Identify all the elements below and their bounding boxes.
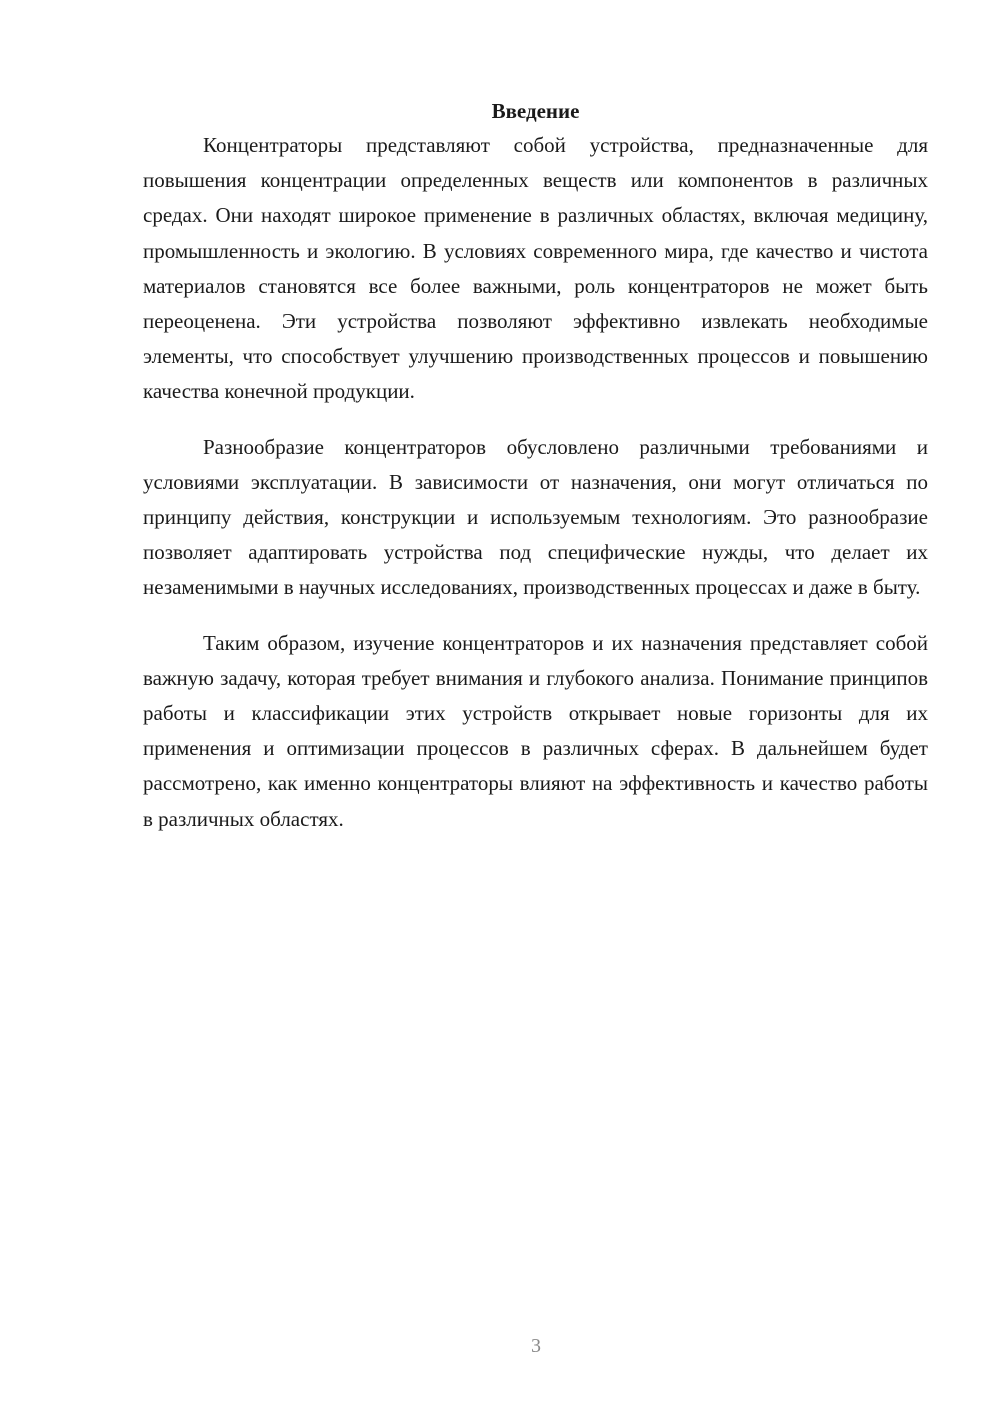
paragraph-2: Разнообразие концентраторов обусловлено различными требованиями и условиями эксплуатации. В зависимости от назначения, они могут отличаться по принципу действия, конструкции и используемым технологиям. Это разнообразие позволяет адаптировать устройства под специфические нужды, что делает их незаменимыми в научных исследованиях, производственных процессах и даже в быту. bbox=[143, 434, 928, 600]
section-heading: Введение bbox=[491, 99, 580, 123]
page-content bbox=[143, 96, 928, 837]
paragraph-1: Концентраторы представляют собой устройства, предназначенные для повышения концентрации определенных веществ или компонентов в различных средах. Они находят широкое применение в различных областях, включая медицину, промышленность и экологию. В условиях современного мира, где качество и чистота материалов становятся все более важными, роль концентраторов не может быть переоценена. Эти устройства позволяют эффективно извлекать необходимые элементы, что способствует улучшению производственных процессов и повышению качества конечной продукции. bbox=[143, 133, 928, 404]
page-number: 3 bbox=[531, 1335, 541, 1357]
paragraph-3: Таким образом, изучение концентраторов и их назначения представляет собой важную задачу, которая требует внимания и глубокого анализа. Понимание принципов работы и классификации этих устройств открывает новые горизонты для их применения и оптимизации процессов в различных сферах. В дальнейшем будет рассмотрено, как именно концентраторы влияют на эффективность и качество работы в различных областях. bbox=[143, 630, 928, 831]
